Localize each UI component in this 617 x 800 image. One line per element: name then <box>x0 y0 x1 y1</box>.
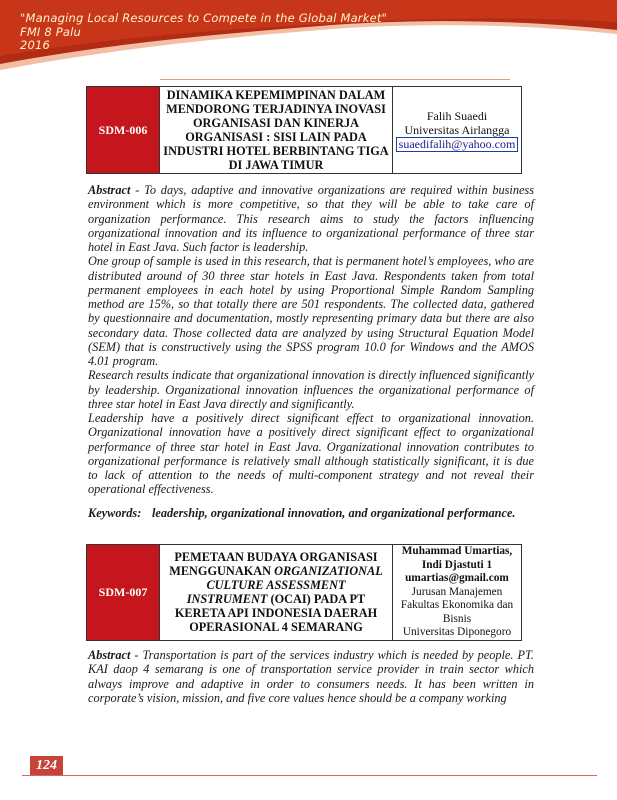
keywords-label: Keywords: <box>88 506 142 520</box>
abstract-label: Abstract <box>88 648 131 662</box>
title-line: KERETA API INDONESIA DAERAH <box>174 606 378 621</box>
title-line: DINAMIKA KEPEMIMPINAN DALAM <box>166 88 386 102</box>
author-names: Muhammad Umartias, Indi Djastuti 1 <box>401 545 513 571</box>
abstract-paragraph: Research results indicate that organizational innovation is directly influenced significantly by leadership. Organizational innovation influences the organizational performance of three star hotel in East Java directly and significantly. <box>88 368 534 411</box>
title-line: DI JAWA TIMUR <box>228 158 324 172</box>
author-email: umartias@gmail.com <box>405 572 509 584</box>
page-number: 124 <box>30 756 63 775</box>
title-line: CULTURE ASSESSMENT <box>206 578 346 593</box>
paper-code: SDM-007 <box>87 545 160 641</box>
author-info <box>393 545 522 641</box>
title-line: INDUSTRI HOTEL BERBINTANG TIGA <box>163 144 389 158</box>
author-institution: Universitas Airlangga <box>404 122 510 137</box>
conference-year: 2016 <box>20 38 51 52</box>
author-department: Jurusan Manajemen Fakultas Ekonomika dan Bisnis <box>400 585 514 625</box>
paper-entry-table <box>86 544 522 641</box>
abstract-body <box>88 183 534 497</box>
abstract-label: Abstract <box>88 183 131 197</box>
abstract-paragraph: Abstract - Transportation is part of the services industry which is needed by people. PT. KAI daop 4 semarang is one of transportation service provider in train sector which always improve and adaptive in order to consumers needs. It has been written in corporate’s vision, mission, and five core values hence should be a company working <box>88 648 534 705</box>
author-info <box>393 87 522 174</box>
paper-title <box>160 87 393 174</box>
abstract-paragraph: Abstract - To days, adaptive and innovative organizations are required within business environment which is more competitive, so that they will be able to take care of organization performance. This research aims to study the factors influencing organizational innovation and its influence to organizational performance of three star hotel in East Java. Such factor is leadership. <box>88 183 534 254</box>
paper-entry-table <box>86 86 522 174</box>
author-name: Falih Suaedi <box>426 108 488 123</box>
paper-code: SDM-006 <box>87 87 160 174</box>
title-line: INSTRUMENT (OCAI) PADA PT <box>186 592 366 607</box>
paper-title <box>160 545 393 641</box>
author-email-link[interactable]: suaedifalih@yahoo.com <box>396 137 519 152</box>
footer-rule <box>22 775 597 776</box>
abstract-paragraph: Leadership have a positively direct significant effect to organizational innovation. Organizational innovation have a positively direct significant effect to organizational performance of three star hotel in East Java. Organizational innovation contributes to organizational performance is relatively small although statistically significant, it is due to lack of attention to the needs of multi-component strategy and not reveal their operational effectiveness. <box>88 411 534 497</box>
title-line: ORGANISASI DAN KINERJA <box>192 116 360 130</box>
title-line: OPERASIONAL 4 SEMARANG <box>189 620 363 635</box>
conference-name: FMI 8 Palu <box>20 24 82 39</box>
title-line: PEMETAAN BUDAYA ORGANISASI <box>174 550 378 565</box>
abstract-body <box>88 648 534 705</box>
header-divider <box>160 79 510 80</box>
author-institution: Universitas Diponegoro <box>402 626 512 638</box>
title-line: ORGANISASI : SISI LAIN PADA <box>185 130 367 144</box>
title-line: MENDORONG TERJADINYA INOVASI <box>166 102 386 116</box>
header-text-block <box>20 12 387 53</box>
keywords-list: leadership, organizational innovation, and organizational performance. <box>152 506 516 520</box>
conference-theme: "Managing Local Resources to Compete in the Global Market" <box>20 11 388 25</box>
keywords-line <box>88 506 534 520</box>
abstract-paragraph: One group of sample is used in this research, that is permanent hotel’s employees, who are distributed around of 30 three star hotels in East Java. Respondents taken from total permanent employees in each hotel by using Proportional Simple Random Sampling method are 15%, so that totally there are 501 respondents. The collected data, gathered by questionnaire and documentation, mostly representing primary data but there are also secondary data. Those collected data are analyzed by using Structural Equation Model (SEM) that is constructively using the SPSS program 10.0 for Windows and the AMOS 4.01 program. <box>88 254 534 368</box>
conference-header-band <box>0 0 617 70</box>
title-line: MENGGUNAKAN ORGANIZATIONAL <box>169 564 383 579</box>
